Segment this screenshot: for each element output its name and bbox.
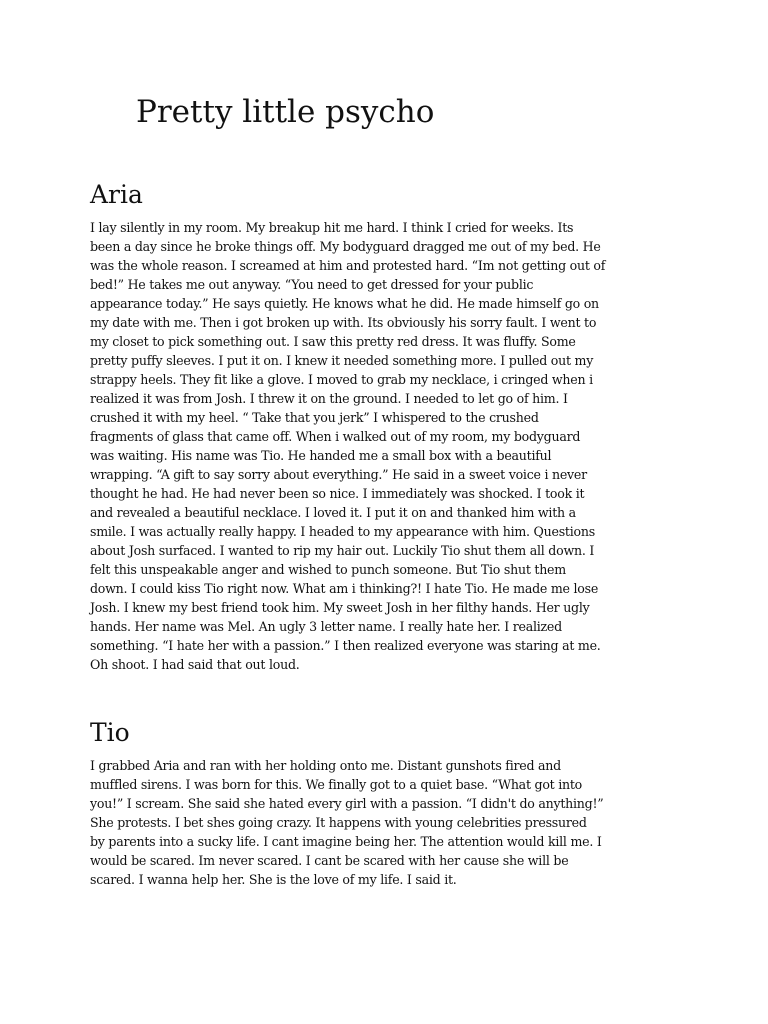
paragraph-line: smile. I was actually really happy. I headed to my appearance with him. Questions — [90, 524, 595, 539]
paragraph-line: pretty puffy sleeves. I put it on. I knew it needed something more. I pulled out my — [90, 353, 594, 368]
paragraph-line: my closet to pick something out. I saw this pretty red dress. It was fluffy. Some — [90, 334, 576, 349]
paragraph-line: by parents into a sucky life. I cant imagine being her. The attention would kill me. I — [90, 834, 602, 849]
paragraph-line: scared. I wanna help her. She is the love of my life. I said it. — [90, 872, 457, 887]
section-heading-tio: Tio — [90, 718, 130, 747]
paragraph-line: you!” I scream. She said she hated every girl with a passion. “I didn't do anything!” — [90, 796, 604, 811]
paragraph-line: muffled sirens. I was born for this. We finally got to a quiet base. “What got into — [90, 777, 582, 792]
section-tio — [90, 716, 680, 889]
paragraph-line: strappy heels. They fit like a glove. I moved to grab my necklace, i cringed when i — [90, 372, 593, 387]
paragraph-line: something. “I hate her with a passion.” I then realized everyone was staring at me. — [90, 638, 601, 653]
paragraph-line: about Josh surfaced. I wanted to rip my hair out. Luckily Tio shut them all down. I — [90, 543, 595, 558]
paragraph-line: She protests. I bet shes going crazy. It happens with young celebrities pressured — [90, 815, 587, 830]
paragraph-line: crushed it with my heel. “ Take that you jerk” I whispered to the crushed — [90, 410, 539, 425]
paragraph-line: my date with me. Then i got broken up with. Its obviously his sorry fault. I went to — [90, 315, 597, 330]
paragraph-line: I grabbed Aria and ran with her holding onto me. Distant gunshots fired and — [90, 758, 561, 773]
paragraph-line: realized it was from Josh. I threw it on the ground. I needed to let go of him. I — [90, 391, 568, 406]
paragraph-line: would be scared. Im never scared. I cant be scared with her cause she will be — [90, 853, 569, 868]
page-title: Pretty little psycho — [136, 94, 435, 130]
paragraph-line: hands. Her name was Mel. An ugly 3 letter name. I really hate her. I realized — [90, 619, 562, 634]
paragraph-line: Josh. I knew my best friend took him. My sweet Josh in her filthy hands. Her ugly — [90, 600, 590, 615]
paragraph-line: was the whole reason. I screamed at him and protested hard. “Im not getting out of — [90, 258, 606, 273]
section-body-aria — [90, 218, 680, 674]
paragraph-line: been a day since he broke things off. My bodyguard dragged me out of my bed. He — [90, 239, 601, 254]
paragraph-line: Oh shoot. I had said that out loud. — [90, 657, 300, 672]
paragraph-line: thought he had. He had never been so nice. I immediately was shocked. I took it — [90, 486, 585, 501]
paragraph-line: felt this unspeakable anger and wished to punch someone. But Tio shut them — [90, 562, 566, 577]
paragraph-line: bed!” He takes me out anyway. “You need to get dressed for your public — [90, 277, 534, 292]
section-body-tio — [90, 756, 680, 889]
paragraph-line: and revealed a beautiful necklace. I loved it. I put it on and thanked him with a — [90, 505, 576, 520]
paragraph-line: appearance today.” He says quietly. He knows what he did. He made himself go on — [90, 296, 599, 311]
paragraph-line: I lay silently in my room. My breakup hit me hard. I think I cried for weeks. Its — [90, 220, 574, 235]
paragraph-line: wrapping. “A gift to say sorry about everything.” He said in a sweet voice i never — [90, 467, 587, 482]
section-heading-aria: Aria — [90, 180, 143, 209]
paragraph-line: down. I could kiss Tio right now. What am i thinking?! I hate Tio. He made me lose — [90, 581, 599, 596]
paragraph-line: fragments of glass that came off. When i walked out of my room, my bodyguard — [90, 429, 581, 444]
paragraph-line: was waiting. His name was Tio. He handed me a small box with a beautiful — [90, 448, 552, 463]
section-aria — [90, 178, 680, 674]
